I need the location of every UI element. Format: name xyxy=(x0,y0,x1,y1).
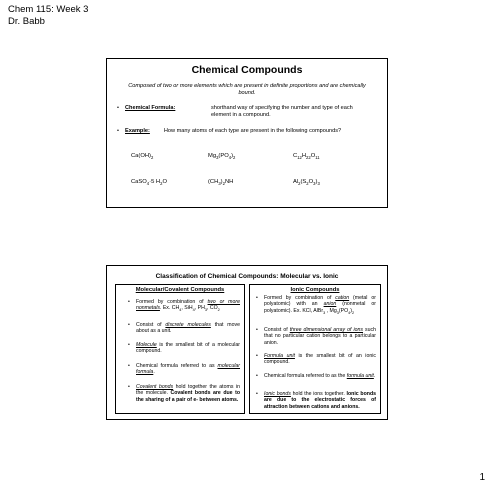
compound-formula: CaSO$_4$·5 $H_2O$ xyxy=(131,179,167,187)
column-heading: Ionic Compounds xyxy=(290,287,340,293)
compound-formula: $Al_2(S_2O_3)_3$ xyxy=(293,179,320,187)
list-item: • Chemical formula referred to as the formula unit. xyxy=(256,373,376,379)
compound-formula: $Mg_3(PO_4)_2$ xyxy=(208,153,236,161)
list-item: • Formula unit is the smallest bit of an ionic compound. xyxy=(256,353,376,366)
compound-formula: $C_{12}H_{22}O_{11}$ xyxy=(293,153,320,161)
slide-title: Classification of Chemical Compounds: Molecular vs. Ionic xyxy=(155,273,339,280)
molecular-column xyxy=(115,284,245,414)
formula-label: Chemical Formula: xyxy=(125,105,176,111)
example-question: How many atoms of each type are present in the following compounds? xyxy=(163,128,342,134)
example-text xyxy=(125,128,365,135)
bullet-marker: • xyxy=(117,105,119,111)
column-heading: Molecular/Covalent Compounds xyxy=(135,287,225,293)
compound-formula: $(CH_3)_2NH$ xyxy=(208,179,234,187)
instructor-name: Dr. Babb xyxy=(8,16,45,27)
slide-subtitle: Composed of two or more elements which are present in definite proportions and are chemically bound. xyxy=(128,83,366,96)
example-label: Example: xyxy=(125,128,150,134)
list-item: • Chemical formula referred to as molecular formula. xyxy=(128,363,240,376)
list-item: • Formed by combination of cation (metal or polyatomic) with an anion (nonmetal or polyatomic). Ex. KCl, AlBr$_3$ , $Mg_3(PO_4)_2$ xyxy=(256,295,376,315)
slide-classification xyxy=(106,265,388,420)
list-item: • Formed by combination of two or more nonmetals. Ex. $CH_4$, SiH$_4$, $PH_3$, $CO_2$ xyxy=(128,299,240,313)
slide-title: Chemical Compounds xyxy=(191,64,303,76)
formula-definition: shorthand way of specifying the number and type of each element in a compound. xyxy=(211,105,353,118)
page-number: 1 xyxy=(479,472,485,483)
course-title: Chem 115: Week 3 xyxy=(8,4,89,15)
list-item: • Covalent bonds hold together the atoms in the molecule. Covalent bonds are due to the sharing of a pair of e- between atoms. xyxy=(128,384,240,403)
list-item: • Molecule is the smallest bit of a molecular compound. xyxy=(128,342,240,355)
slide-chemical-compounds xyxy=(106,58,388,208)
list-item: • Consist of three dimensional array of ions such that no particular cation belongs to a particular anion. xyxy=(256,327,377,346)
page-header xyxy=(8,4,88,28)
list-item: • Ionic bonds hold the ions together. Ionic bonds are due to the electrostatic forces of attraction between cations and anions. xyxy=(256,391,376,410)
compound-formula: $Ca(OH)_2$ xyxy=(131,153,154,161)
list-item: • Consist of discrete molecules that move about as a unit. xyxy=(128,322,240,335)
bullet-marker: • xyxy=(117,128,119,134)
ionic-column xyxy=(249,284,381,414)
